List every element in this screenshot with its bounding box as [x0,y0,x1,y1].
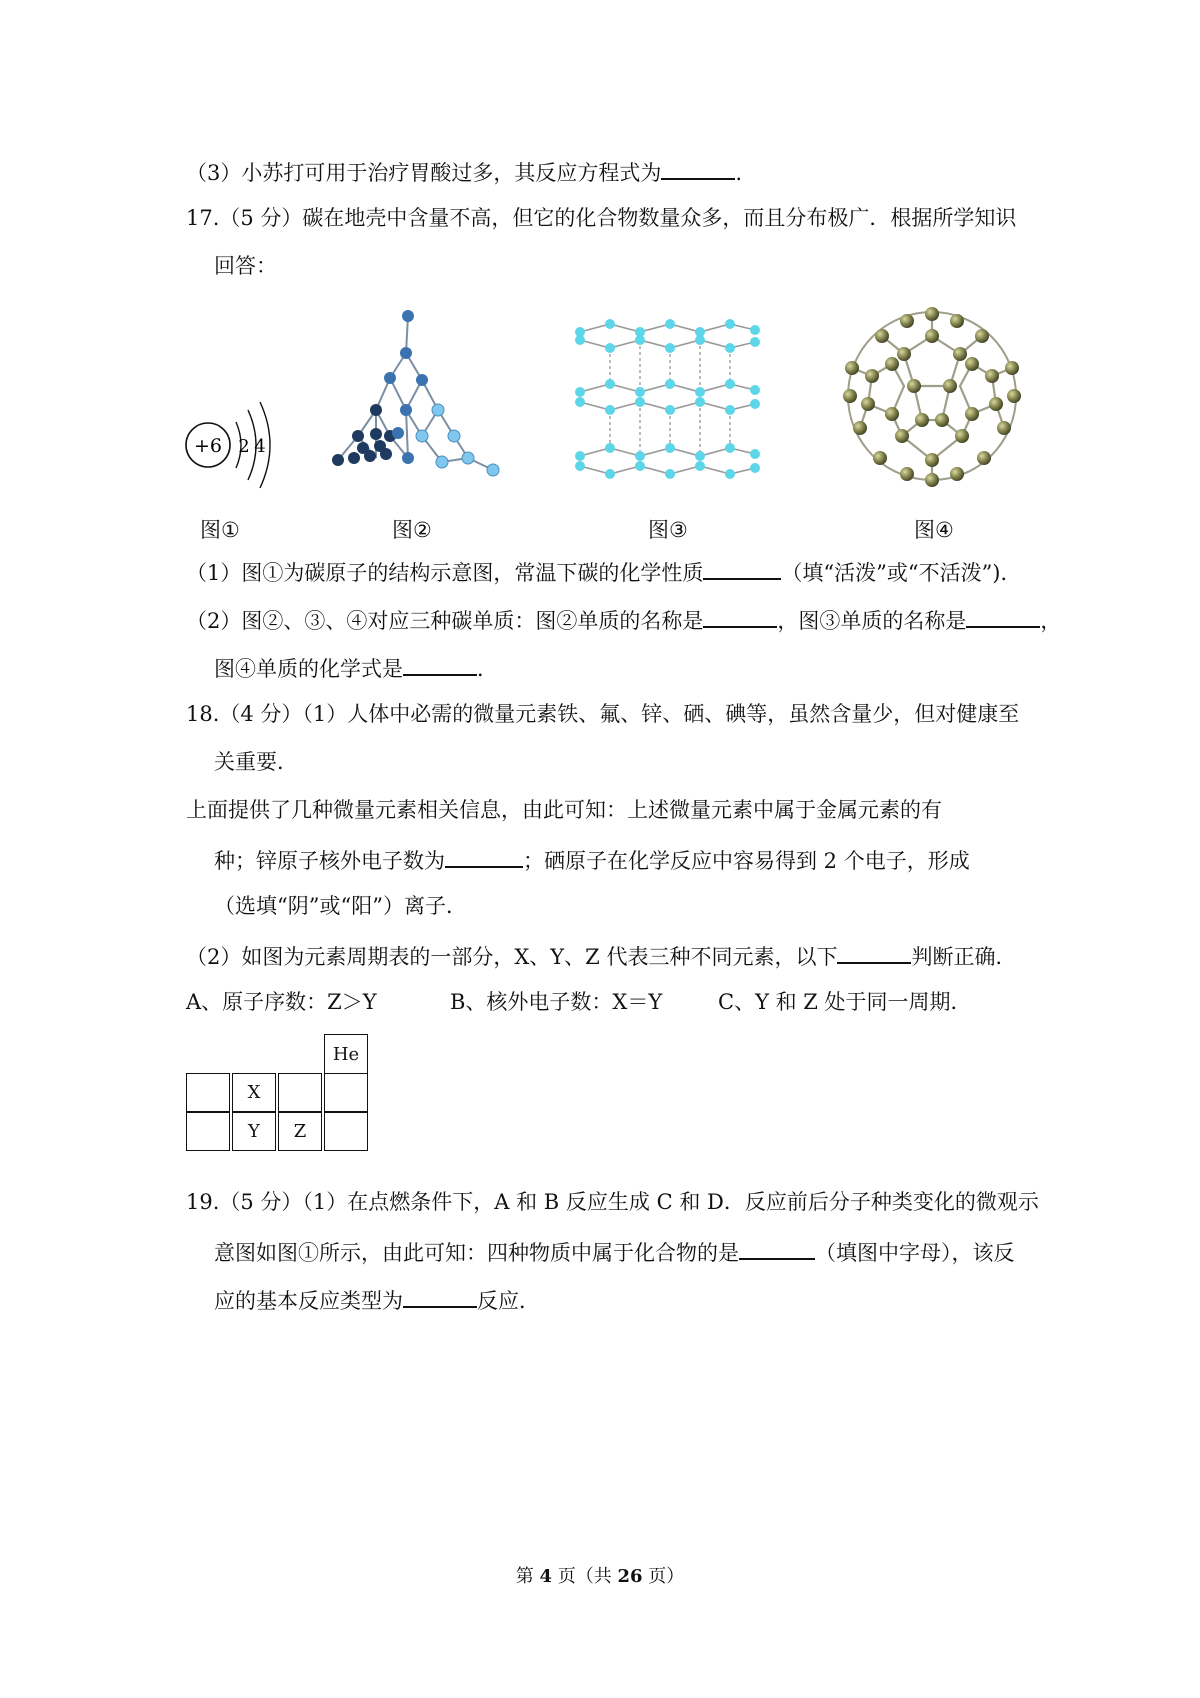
figure-4-caption: 图④ [914,518,954,542]
page-total: 26 [617,1566,643,1587]
page-number: 4 [539,1566,552,1587]
cell-empty [186,1073,230,1113]
q18-title: 18.（4 分）（1）人体中必需的微量元素铁、氟、锌、硒、碘等，虽然含量少，但对健康至 [186,702,1020,726]
carbon-atom-diagram [180,400,300,520]
cell-y: Y [232,1111,276,1151]
figure-1-caption: 图① [200,518,240,542]
c60-fullerene-image [832,296,1032,496]
cell-he: He [324,1034,368,1074]
diamond-structure-image [318,308,518,488]
q17-title-cont: 回答： [214,254,277,278]
q18-option-a: A、原子序数：Z＞Y [186,990,377,1014]
q18-option-c: C、Y 和 Z 处于同一周期． [718,990,972,1014]
answer-blank[interactable] [739,1240,815,1260]
answer-blank[interactable] [445,848,523,868]
answer-blank[interactable] [703,608,777,628]
cell-empty [278,1073,322,1113]
q16-sub3: （3）小苏打可用于治疗胃酸过多，其反应方程式为 . [186,161,743,185]
q17-part1: （1）图①为碳原子的结构示意图，常温下碳的化学性质 （填“活泼”或“不活泼”)． [186,561,1022,585]
q18-info-cont2: （选填“阴”或“阳”）离子． [214,894,467,918]
cell-z: Z [278,1111,322,1151]
answer-blank[interactable] [703,560,781,580]
cell-empty [324,1111,368,1151]
shell-electrons-1: 2 [238,436,250,457]
q18-option-b: B、核外电子数：X＝Y [450,990,663,1014]
answer-blank[interactable] [403,656,477,676]
q19-line3: 应的基本反应类型为 反应． [214,1289,540,1313]
answer-blank[interactable] [403,1288,477,1308]
graphite-structure-image [570,310,770,490]
q17-part2: （2）图②、③、④对应三种碳单质：图②单质的名称是 ，图③单质的名称是 ， [186,609,1062,633]
cell-empty [324,1073,368,1113]
q18-part2: （2）如图为元素周期表的一部分，X、Y、Z 代表三种不同元素，以下 判断正确． [186,945,1017,969]
cell-x: X [232,1073,276,1113]
nucleus-charge: +6 [193,435,223,457]
q19-line2: 意图如图①所示，由此可知：四种物质中属于化合物的是 （填图中字母），该反 [214,1241,1015,1265]
figure-3-caption: 图③ [648,518,688,542]
q17-part2-cont: 图④单质的化学式是 ． [214,657,498,681]
q17-title: 17.（5 分）碳在地壳中含量不高，但它的化合物数量众多，而且分布极广．根据所学知识 [186,206,1017,230]
q18-title-cont: 关重要． [214,750,298,774]
q18-info-cont: 种；锌原子核外电子数为 ；硒原子在化学反应中容易得到 2 个电子，形成 [214,849,970,873]
cell-empty [186,1111,230,1151]
answer-blank[interactable] [837,944,911,964]
page-footer: 第 4 页（共 26 页） [515,1566,685,1587]
figure-2-caption: 图② [392,518,432,542]
q18-info: 上面提供了几种微量元素相关信息，由此可知：上述微量元素中属于金属元素的有 [186,798,942,822]
answer-blank[interactable] [966,608,1040,628]
answer-blank[interactable] [661,160,735,180]
q19-title: 19.（5 分）（1）在点燃条件下，A 和 B 反应生成 C 和 D．反应前后分子种类变化的微观示 [186,1190,1039,1214]
shell-electrons-2: 4 [254,436,266,457]
